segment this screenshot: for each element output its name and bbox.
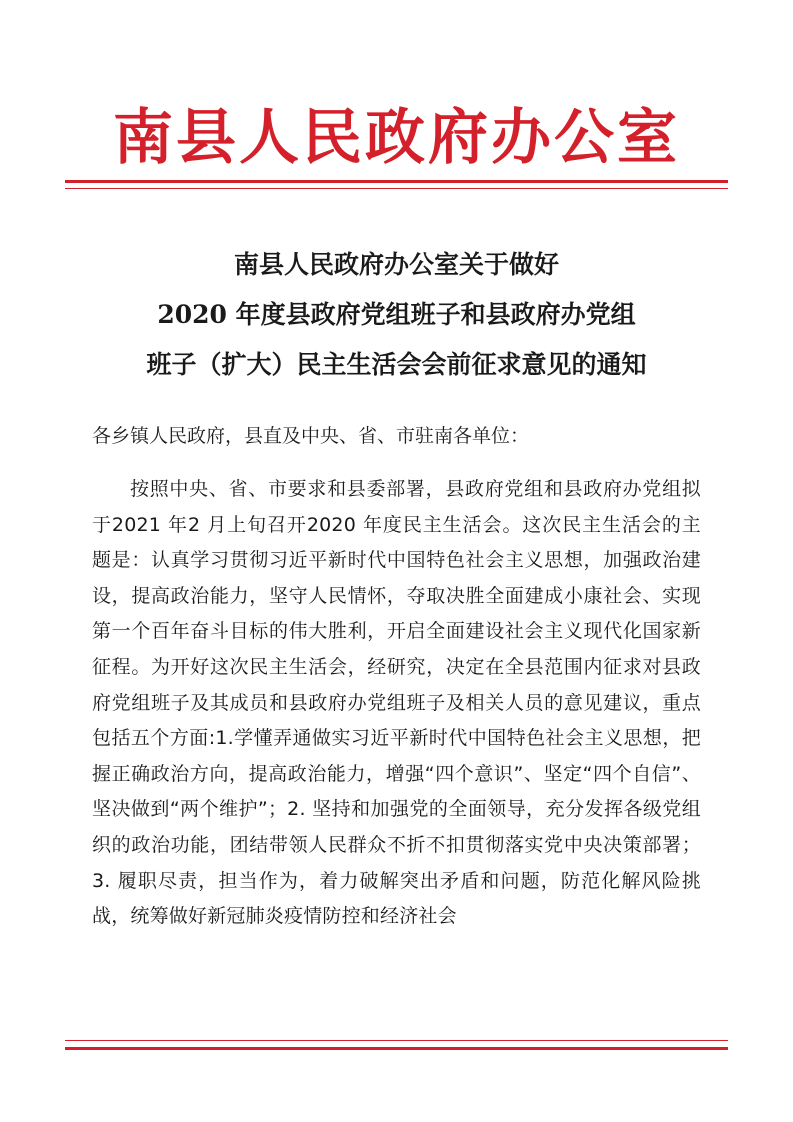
issuing-office-header: 南县人民政府办公室 [113, 103, 680, 173]
footer-red-rule-thin [65, 1040, 728, 1041]
header-red-rule-thin [65, 188, 728, 189]
document-title-line-3: 班子（扩大）民主生活会会前征求意见的通知 [146, 350, 647, 379]
footer-red-rule-thick [65, 1047, 728, 1050]
header-red-rule-thick [65, 180, 728, 183]
addressee-line: 各乡镇人民政府，县直及中央、省、市驻南各单位： [92, 425, 530, 447]
document-title-line-2: 2020 年度县政府党组班子和县政府办党组 [157, 300, 636, 329]
document-title-line-1: 南县人民政府办公室关于做好 [233, 250, 559, 279]
body-paragraph: 按照中央、省、市要求和县委部署，县政府党组和县政府办党组拟于2021 年2 月上旬召开2020 年度民主生活会。这次民主生活会的主题是：认真学习贯彻习近平新时代中国特色社会主义思想，加强政治建设，提高政治能力，坚守人民情怀，夺取决胜全面建成小康社会、实现第一个百年奋斗目标的伟大胜利，开启全面建设社会主义现代化国家新征程。为开好这次民主生活会，经研究，决定在全县范围内征求对县政府党组班子及其成员和县政府办党组班子及相关人员的意见建议，重点包括五个方面:1.学懂弄通做实习近平新时代中国特色社会主义思想，把握正确政治方向，提高政治能力，增强“四个意识”、坚定“四个自信”、坚决做到“两个维护”；2. 坚持和加强党的全面领导，充分发挥各级党组织的政治功能，团结带领人民群众不折不扣贯彻落实党中央决策部署；3. 履职尽责，担当作为，着力破解突出矛盾和问题，防范化解风险挑战，统筹做好新冠肺炎疫情防控和经济社会 [92, 478, 701, 928]
